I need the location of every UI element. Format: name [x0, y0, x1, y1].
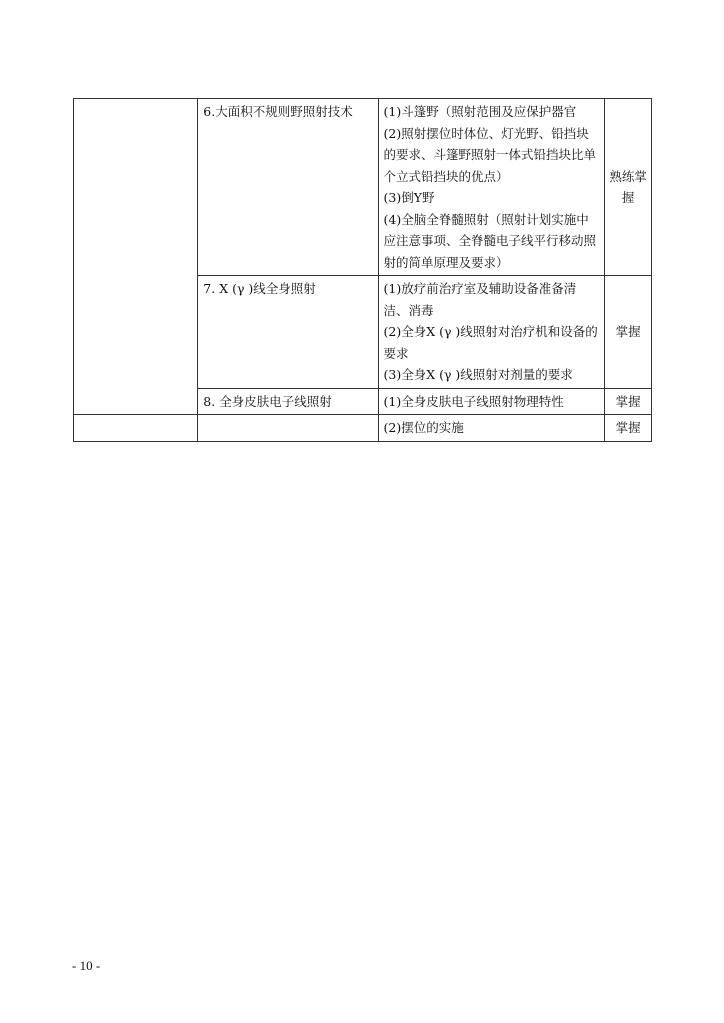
topic-cell: 7. X (γ )线全身照射 [198, 276, 378, 389]
table-row [74, 99, 652, 276]
content-cell [378, 99, 605, 276]
content-cell [378, 276, 605, 389]
level-cell: 掌握 [605, 415, 652, 442]
content-item: (1)放疗前治疗室及辅助设备准备清洁、消毒 [383, 281, 577, 318]
content-item: (3)倒Y野 [383, 190, 435, 205]
topic-cell [198, 415, 378, 442]
level-cell: 掌握 [605, 276, 652, 389]
category-cell [74, 99, 198, 415]
content-item: (4)全脑全脊髓照射（照射计划实施中应注意事项、全脊髓电子线平行移动照射的简单原理及要求） [383, 211, 597, 270]
content-item: (3)全身X (γ )线照射对剂量的要求 [383, 367, 573, 382]
syllabus-table [73, 98, 652, 442]
content-cell [378, 415, 605, 442]
content-item: (1)全身皮肤电子线照射物理特性 [383, 393, 564, 409]
content-cell [378, 388, 605, 415]
content-item: (2)摆位的实施 [383, 420, 464, 435]
content-item: (2)照射摆位时体位、灯光野、铅挡块的要求、斗篷野照射一体式铅挡块比单个立式铅挡块的优点） [383, 125, 597, 184]
level-cell: 掌握 [605, 388, 652, 415]
level-cell: 熟练掌握 [605, 99, 652, 276]
table-row [74, 415, 652, 442]
topic-cell: 6.大面积不规则野照射技术 [198, 99, 378, 276]
page-number: - 10 - [72, 958, 101, 973]
content-item: (2)全身X (γ )线照射对治疗机和设备的要求 [383, 324, 598, 361]
topic-cell: 8. 全身皮肤电子线照射 [198, 388, 378, 415]
content-item: (1)斗篷野（照射范围及应保护器官 [383, 104, 577, 119]
category-cell [74, 415, 198, 442]
